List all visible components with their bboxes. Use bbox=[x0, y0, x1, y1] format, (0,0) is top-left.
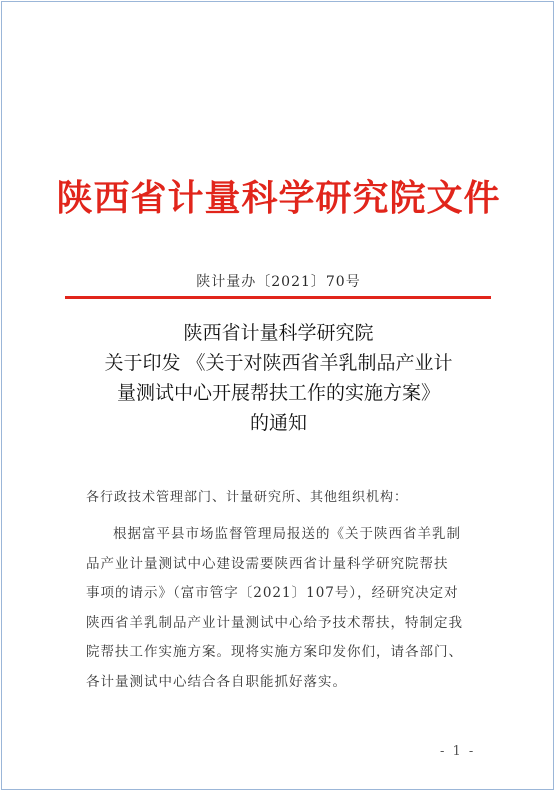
notice-title-line: 量测试中心开展帮扶工作的实施方案》 bbox=[116, 382, 440, 404]
red-divider-line bbox=[65, 296, 491, 299]
document-number: 陕计量办〔2021〕70号 bbox=[196, 274, 361, 290]
notice-title-line: 关于印发 《关于对陕西省羊乳制品产业计 bbox=[104, 352, 453, 374]
notice-title-line: 的通知 bbox=[249, 412, 307, 434]
notice-title bbox=[60, 318, 497, 438]
paragraph-line: 事项的请示》（富市管字〔2021〕107号），经研究决定对 bbox=[86, 585, 459, 601]
body-paragraph bbox=[86, 520, 486, 697]
paragraph-line: 院帮扶工作实施方案。现将实施方案印发你们，请各部门、 bbox=[86, 644, 463, 660]
page-number: - 1 - bbox=[440, 744, 476, 759]
document-title: 陕西省计量科学研究院文件 bbox=[56, 178, 501, 219]
paragraph-line: 各计量测试中心结合各自职能抓好落实。 bbox=[86, 673, 347, 690]
addressee: 各行政技术管理部门、计量研究所、其他组织机构： bbox=[86, 490, 409, 505]
notice-title-line: 陕西省计量科学研究院 bbox=[183, 322, 374, 344]
paragraph-line: 陕西省羊乳制品产业计量测试中心给予技术帮扶，特制定我 bbox=[86, 614, 463, 631]
paragraph-line: 根据富平县市场监督管理局报送的《关于陕西省羊乳制 bbox=[113, 526, 461, 542]
paragraph-line: 品产业计量测试中心建设需要陕西省计量科学研究院帮扶 bbox=[86, 555, 449, 572]
